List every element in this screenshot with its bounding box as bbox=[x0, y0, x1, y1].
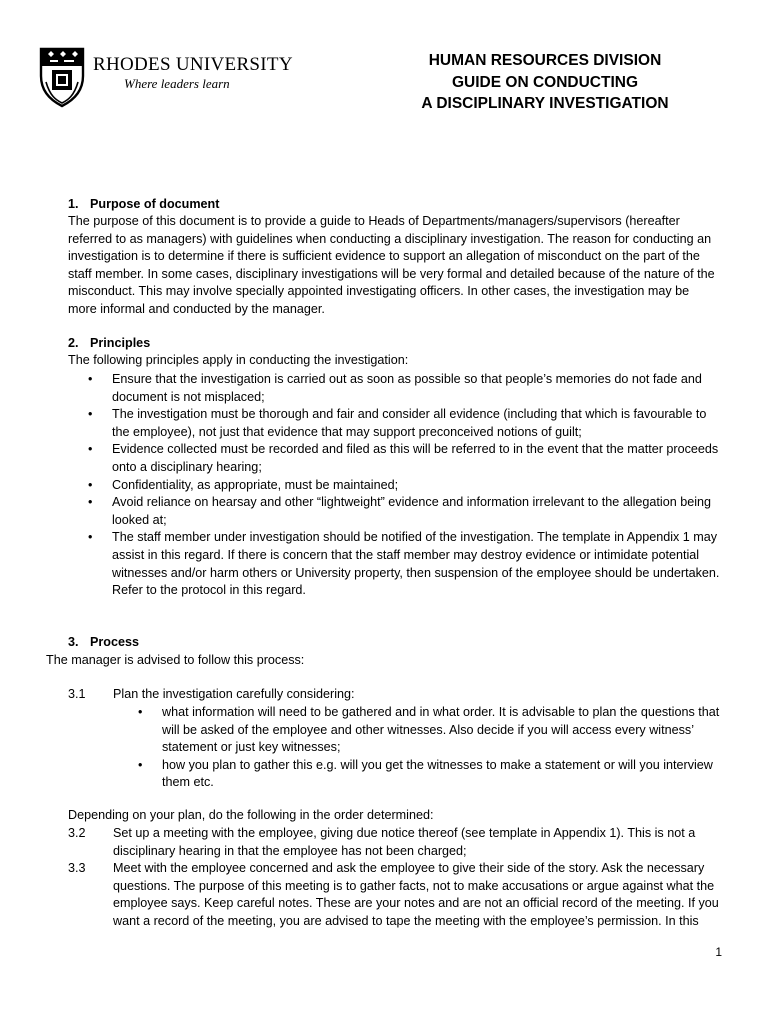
list-item: • what information will need to be gathered and in what order. It is advisable to plan the questions that will be asked of the employee and other witnesses. Also decide if you will access every witness’ statement or just key witnesses; bbox=[138, 704, 728, 757]
item-3-1-number: 3.1 bbox=[68, 687, 86, 701]
list-item: • The investigation must be thorough and fair and consider all evidence (including that which is favourable to the employee), not just that evidence that may support preconceived notions of guilt; bbox=[88, 406, 720, 441]
section-1-number: 1. bbox=[68, 197, 79, 211]
item-3-2-text: Set up a meeting with the employee, giving due notice thereof (see template in Appendix 1). This is not a disciplinary hearing in that the employee has not been charged; bbox=[113, 826, 696, 858]
plan-considerations-list bbox=[138, 704, 728, 792]
list-item: • Evidence collected must be recorded and filed as this will be referred to in the event that the matter proceeds onto a disciplinary hearing; bbox=[88, 441, 720, 476]
item-3-3-text: Meet with the employee concerned and ask the employee to give their side of the story. Ask the necessary questions. The purpose of this meeting is to gather facts, not to make accusations or argue against what the employee says. Keep careful notes. These are your notes and are not an official record of the meeting. If you want a record of the meeting, you are advised to tape the meeting with the employee’s permission. In this bbox=[113, 861, 719, 928]
document-title bbox=[395, 50, 695, 115]
section-1-heading bbox=[68, 196, 219, 214]
depending-text: Depending on your plan, do the following in the order determined: bbox=[68, 808, 434, 822]
section-2-heading bbox=[68, 335, 150, 353]
section-1-body: The purpose of this document is to provide a guide to Heads of Departments/managers/supervisors (hereafter referred to as managers) with guidelines when conducting a disciplinary investigation. The reason for conducting an investigation is to determine if there is sufficient evidence to support an allegation of misconduct on the part of the staff member. In some cases, disciplinary investigations will be very formal and detailed because of the nature of the misconduct. This may involve specially appointed investigating officers. In other cases, the investigation may be more informal and conducted by the manager. bbox=[68, 214, 715, 316]
title-line-2: GUIDE ON CONDUCTING bbox=[452, 73, 638, 91]
section-3-heading bbox=[68, 634, 139, 652]
item-3-3-number: 3.3 bbox=[68, 861, 86, 875]
crest-icon bbox=[38, 46, 86, 108]
list-item: • Avoid reliance on hearsay and other “lightweight” evidence and information irrelevant to the allegation being looked at; bbox=[88, 494, 720, 529]
university-logo bbox=[38, 46, 293, 116]
list-item: • Confidentiality, as appropriate, must be maintained; bbox=[88, 477, 720, 495]
title-line-1: HUMAN RESOURCES DIVISION bbox=[428, 52, 662, 69]
item-3-2 bbox=[68, 825, 728, 860]
university-name: RHODES UNIVERSITY bbox=[93, 54, 293, 75]
principles-list bbox=[88, 371, 720, 600]
page-number: 1 bbox=[715, 945, 722, 959]
item-3-3 bbox=[68, 860, 728, 930]
section-3-number: 3. bbox=[68, 635, 79, 649]
item-3-1-text: Plan the investigation carefully considering: bbox=[113, 687, 355, 701]
section-2-number: 2. bbox=[68, 336, 79, 350]
section-3-intro: The manager is advised to follow this process: bbox=[46, 653, 305, 667]
section-3-title: Process bbox=[90, 635, 140, 649]
title-line-3: A DISCIPLINARY INVESTIGATION bbox=[421, 95, 669, 112]
section-2-title: Principles bbox=[90, 336, 151, 350]
list-item: • Ensure that the investigation is carried out as soon as possible so that people’s memories do not fade and document is not misplaced; bbox=[88, 371, 720, 406]
list-item: • how you plan to gather this e.g. will you get the witnesses to make a statement or will you interview them etc. bbox=[138, 757, 728, 792]
item-3-2-number: 3.2 bbox=[68, 826, 86, 840]
section-2-intro: The following principles apply in conducting the investigation: bbox=[68, 353, 409, 367]
section-1-title: Purpose of document bbox=[90, 197, 220, 211]
list-item: • The staff member under investigation should be notified of the investigation. The template in Appendix 1 may assist in this regard. If there is concern that the staff member may destroy evidence or intimidate potential witnesses and/or harm others or University property, then suspension of the employee should be undertaken. Refer to the protocol in this regard. bbox=[88, 529, 720, 599]
university-tagline: Where leaders learn bbox=[124, 76, 230, 91]
item-3-1 bbox=[68, 686, 728, 704]
